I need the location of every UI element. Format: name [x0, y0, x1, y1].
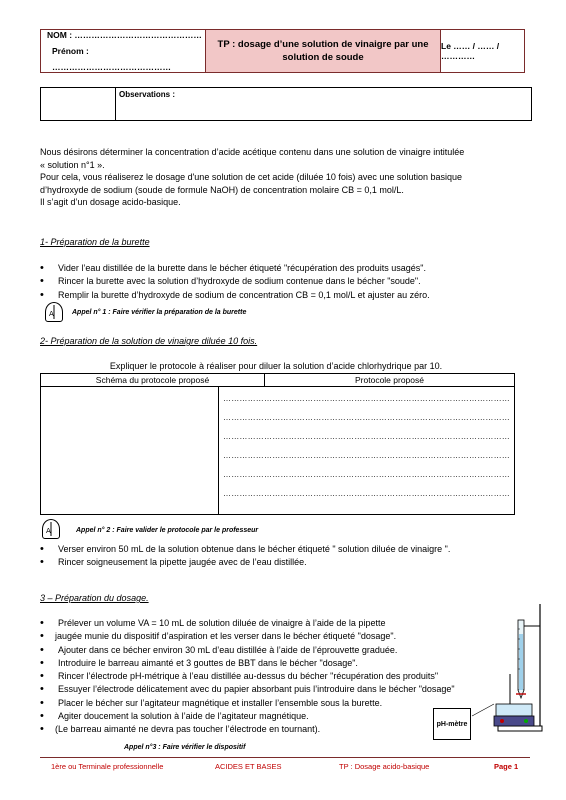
call-2: Appel n° 2 : Faire valider le protocole par le professeur — [76, 527, 259, 534]
protocol-dots-line: …………………………………………………………………………………………… — [223, 432, 510, 441]
list-item-text: (Le barreau aimanté ne devra pas toucher l’électrode en tournant). — [55, 724, 321, 735]
header-protocol: Protocole proposé — [355, 375, 424, 385]
firstname-field[interactable]: Prénom : …………………………………… — [52, 46, 171, 72]
intro-line: Pour cela, vous réaliserez le dosage d'une solution de cet acide (diluée 10 fois) avec une solution basique — [40, 172, 462, 183]
protocol-dots-line: …………………………………………………………………………………………… — [223, 451, 510, 460]
footer-rule — [40, 757, 530, 758]
date-field[interactable]: Le …… / …… / ………… — [441, 41, 500, 61]
call-teacher-icon — [42, 519, 60, 539]
protocol-dots-line: …………………………………………………………………………………………… — [223, 489, 510, 498]
intro-line: Nous désirons déterminer la concentration d’acide acétique contenu dans une solution de vinaigre intitulée — [40, 147, 465, 157]
observations-label: Observations : — [119, 90, 176, 99]
ph-meter-label: pH-mètre — [436, 720, 468, 728]
intro-line: d’hydroxyde de sodium (soude de formule NaOH) de concentration molaire CB = 0,1 mol/L. — [40, 184, 404, 195]
list-item-continuation — [40, 723, 455, 736]
footer — [0, 762, 566, 774]
protocol-dots-line: …………………………………………………………………………………………… — [223, 394, 510, 403]
intro-line: Il s’agit d’un dosage acido-basique. — [40, 197, 181, 208]
page-title: TP : dosage d’une solution de vinaigre par une solution de soude — [217, 39, 429, 63]
list-item — [40, 617, 455, 630]
protocol-table — [40, 373, 515, 515]
observations-blank-cell — [41, 88, 116, 120]
list-item: • Rincer soigneusement la pipette jaugée avec de l’eau distillée. — [40, 556, 450, 569]
list-item-continuation — [40, 630, 455, 643]
section2-title: 2- Préparation de la solution de vinaigre diluée 10 fois. — [40, 336, 258, 346]
list-item: • Ajouter dans ce bécher environ 30 mL d’eau distillée à l’aide de l’éprouvette graduée. — [40, 644, 455, 657]
list-item: • Introduire le barreau aimanté et 3 gouttes de BBT dans le bécher "dosage". — [40, 657, 455, 670]
list-item: • Vider l’eau distillée de la burette dans le bécher étiqueté "récupération des produits usagés". — [40, 262, 430, 275]
list-item-text: jaugée munie du dispositif d’aspiration et les verser dans le bécher étiqueté "dosage". — [55, 631, 397, 642]
protocol-dots-line: …………………………………………………………………………………………… — [223, 413, 510, 422]
list-item: • Remplir la burette d’hydroxyde de sodium de concentration CB = 0,1 mol/L et ajuster au zéro. — [40, 289, 430, 302]
protocol-dots-line: …………………………………………………………………………………………… — [223, 470, 510, 479]
observations-cell[interactable] — [116, 88, 531, 120]
svg-text:A: A — [46, 527, 51, 535]
header-box — [40, 29, 525, 73]
list-item: • Placer le bécher sur l’agitateur magnétique et installer l’ensemble sous la burette. — [40, 697, 455, 710]
ph-meter-box — [433, 708, 471, 740]
svg-text:A: A — [49, 310, 54, 318]
footer-level: 1ère ou Terminale professionnelle — [51, 762, 164, 771]
table-body-row — [41, 387, 514, 514]
list-item-text: Prélever un volume VA = 10 mL de solution diluée de vinaigre à l’aide de la pipette — [58, 618, 386, 628]
list-item: • Rincer la burette avec la solution d’hydroxyde de sodium contenue dans le bécher "soude". — [40, 275, 430, 288]
date-cell — [441, 30, 524, 72]
call-1: Appel n° 1 : Faire vérifier la préparation de la burette — [72, 309, 247, 316]
intro-line: « solution n°1 ». — [40, 159, 105, 170]
intro-text — [40, 146, 464, 209]
identity-cell — [41, 30, 205, 72]
title-cell — [205, 30, 441, 72]
header-schema: Schéma du protocole proposé — [41, 374, 265, 386]
list-item — [40, 710, 455, 723]
list-item-text: Agiter doucement la solution à l’aide de l’agitateur magnétique. — [58, 711, 309, 722]
section3-title: 3 – Préparation du dosage. — [40, 593, 149, 603]
section1-title: 1- Préparation de la burette — [40, 237, 150, 247]
list-item: • Rincer l’électrode pH-métrique à l’eau distillée au-dessus du bécher "récupération des produits" — [40, 670, 455, 683]
call-teacher-icon-glyph — [46, 303, 62, 321]
footer-page: Page 1 — [494, 762, 519, 771]
list-item: • Essuyer l’électrode délicatement avec du papier absorbant puis l’introduire dans le bécher "dosage" — [40, 683, 455, 696]
schema-area[interactable] — [41, 387, 219, 514]
footer-chapter: ACIDES ET BASES — [215, 762, 282, 771]
call-3: Appel n°3 : Faire vérifier le dispositif — [124, 744, 246, 751]
table-header-row — [41, 374, 514, 387]
section1-list — [40, 262, 430, 302]
observations-box — [40, 87, 532, 121]
protocol-area[interactable] — [219, 387, 514, 514]
section2-list — [40, 543, 450, 570]
list-item: • Verser environ 50 mL de la solution obtenue dans le bécher étiqueté " solution diluée de vinaigre ". — [40, 543, 450, 556]
titration-setup-illustration — [432, 604, 542, 744]
call-teacher-icon-glyph — [43, 520, 59, 538]
name-field[interactable]: NOM : ……………………………………… — [47, 30, 202, 40]
footer-tp: TP : Dosage acido-basique — [339, 762, 430, 771]
section2-instruction: Expliquer le protocole à réaliser pour diluer la solution d’acide chlorhydrique par 10. — [109, 361, 443, 371]
call-teacher-icon — [45, 302, 63, 322]
section3-list — [40, 617, 455, 737]
